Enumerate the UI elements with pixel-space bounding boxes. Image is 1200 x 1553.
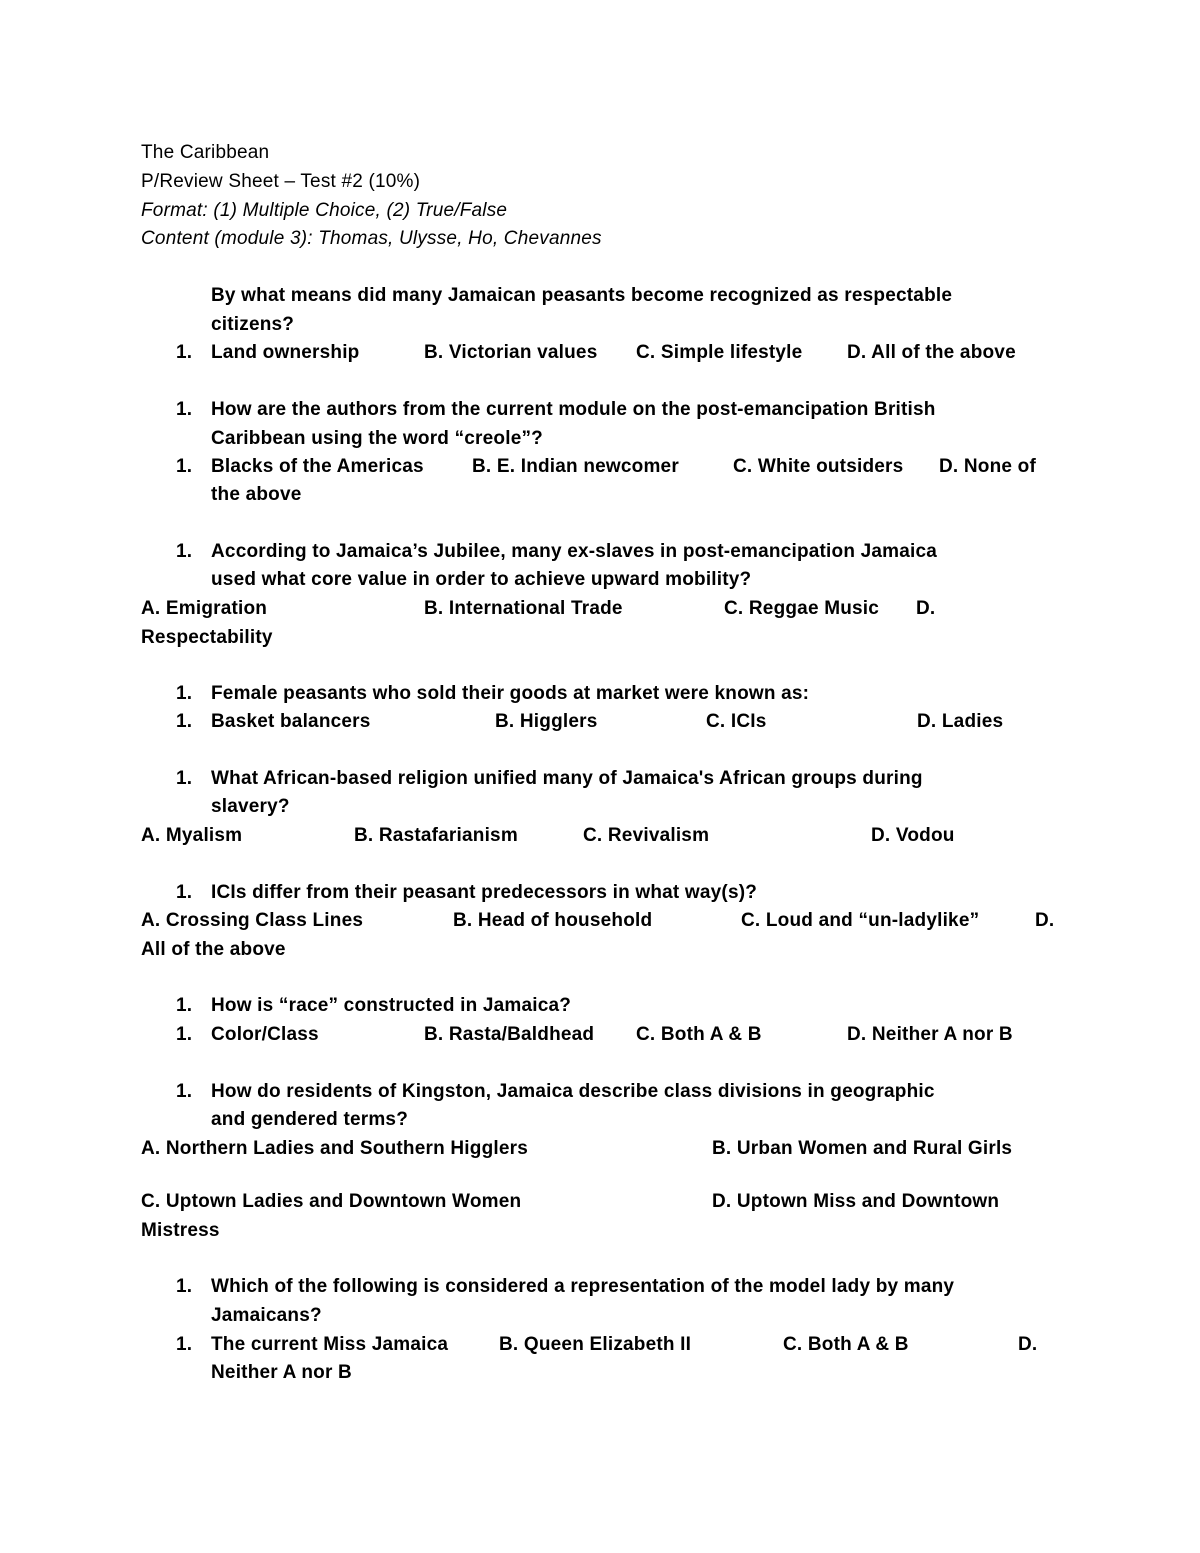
option-b: B. Rasta/Baldhead <box>424 1024 595 1045</box>
option-c: C. Reggae Music <box>724 598 880 619</box>
option-d: D. Vodou <box>871 825 955 846</box>
option-d: D. Uptown Miss and Downtown <box>712 1191 1000 1212</box>
list-number: 1. <box>176 456 193 477</box>
option-d: D. Ladies <box>917 711 1004 732</box>
question-text: How is “race” constructed in Jamaica? <box>211 995 572 1016</box>
list-number: 1. <box>176 711 193 732</box>
list-number: 1. <box>176 399 193 420</box>
list-number: 1. <box>176 342 193 363</box>
list-number: 1. <box>176 882 193 903</box>
question-text: used what core value in order to achieve upward mobility? <box>211 569 752 590</box>
option-d-continued: Mistress <box>141 1220 220 1241</box>
option-b: B. Urban Women and Rural Girls <box>712 1138 1013 1159</box>
option-d: D. <box>1035 910 1055 931</box>
option-d: D. None of <box>939 456 1036 477</box>
document-subtitle: P/Review Sheet – Test #2 (10%) <box>141 171 421 192</box>
question-text: What African-based religion unified many of Jamaica's African groups during <box>211 768 923 789</box>
question-text: By what means did many Jamaican peasants become recognized as respectable <box>211 285 953 306</box>
question-text: ICIs differ from their peasant predecessors in what way(s)? <box>211 882 758 903</box>
option-a: A. Emigration <box>141 598 268 619</box>
option-a: Basket balancers <box>211 711 371 732</box>
option-c: C. Revivalism <box>583 825 710 846</box>
question-text: According to Jamaica’s Jubilee, many ex-slaves in post-emancipation Jamaica <box>211 541 938 562</box>
question-text: How are the authors from the current module on the post-emancipation British <box>211 399 936 420</box>
option-b: B. International Trade <box>424 598 623 619</box>
option-d: D. <box>916 598 936 619</box>
question-text: How do residents of Kingston, Jamaica describe class divisions in geographic <box>211 1081 935 1102</box>
option-d-continued: Respectability <box>141 627 273 648</box>
question-text: and gendered terms? <box>211 1109 409 1130</box>
option-d-continued: the above <box>211 484 302 505</box>
option-b: B. Rastafarianism <box>354 825 518 846</box>
option-b: B. Victorian values <box>424 342 598 363</box>
option-b: B. Queen Elizabeth II <box>499 1334 692 1355</box>
option-d: D. <box>1018 1334 1038 1355</box>
list-number: 1. <box>176 768 193 789</box>
option-c: C. White outsiders <box>733 456 904 477</box>
format-line: Format: (1) Multiple Choice, (2) True/False <box>141 200 508 221</box>
document-title: The Caribbean <box>141 142 270 163</box>
option-a: A. Northern Ladies and Southern Higglers <box>141 1138 528 1159</box>
option-c: C. Both A & B <box>636 1024 762 1045</box>
option-a: A. Crossing Class Lines <box>141 910 364 931</box>
option-d-continued: All of the above <box>141 939 286 960</box>
option-c: C. ICIs <box>706 711 767 732</box>
option-c: C. Loud and “un-ladylike” <box>741 910 980 931</box>
list-number: 1. <box>176 541 193 562</box>
question-text: slavery? <box>211 796 290 817</box>
option-a: Blacks of the Americas <box>211 456 424 477</box>
question-text: citizens? <box>211 314 295 335</box>
list-number: 1. <box>176 995 193 1016</box>
option-a: Land ownership <box>211 342 360 363</box>
option-a: Color/Class <box>211 1024 319 1045</box>
question-text: Which of the following is considered a representation of the model lady by many <box>211 1276 955 1297</box>
list-number: 1. <box>176 1024 193 1045</box>
option-c: C. Simple lifestyle <box>636 342 803 363</box>
option-b: B. Higglers <box>495 711 598 732</box>
list-number: 1. <box>176 1334 193 1355</box>
list-number: 1. <box>176 1081 193 1102</box>
question-text: Caribbean using the word “creole”? <box>211 428 543 449</box>
option-c: C. Both A & B <box>783 1334 909 1355</box>
list-number: 1. <box>176 1276 193 1297</box>
option-a: A. Myalism <box>141 825 243 846</box>
content-line: Content (module 3): Thomas, Ulysse, Ho, Chevannes <box>141 228 602 249</box>
option-c: C. Uptown Ladies and Downtown Women <box>141 1191 522 1212</box>
option-d: D. All of the above <box>847 342 1016 363</box>
option-b: B. Head of household <box>453 910 653 931</box>
option-d: D. Neither A nor B <box>847 1024 1013 1045</box>
option-a: The current Miss Jamaica <box>211 1334 449 1355</box>
option-b: B. E. Indian newcomer <box>472 456 679 477</box>
question-text: Female peasants who sold their goods at market were known as: <box>211 683 810 704</box>
question-text: Jamaicans? <box>211 1305 322 1326</box>
list-number: 1. <box>176 683 193 704</box>
option-d-continued: Neither A nor B <box>211 1362 352 1383</box>
